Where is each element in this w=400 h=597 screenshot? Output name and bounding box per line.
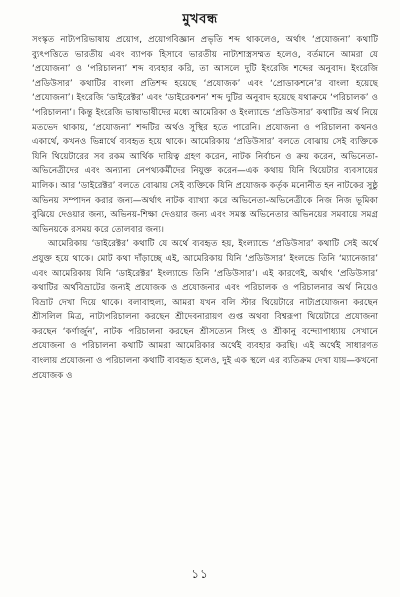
paragraph-1: সংস্কৃত নাট্যপরিভাষায় প্রয়োগ, প্রয়োগবিজ্ঞান প্রভৃতি শব্দ থাকলেও, অর্থাৎ ‘প্রযোজনা’ কথাটি ব্যুৎপত্তিতে ভারতীয় এবং ব্যাপক হিসাবে ভারতীয় নাট্যশাস্ত্রসম্মত হলেও, বর্তমানে আমরা যে ‘প্রযোজনা’ ও ‘পরিচালনা’ শব্দ ব্যবহার করি, তা আসলে দুটি ইংরেজি শব্দের অনুবাদ। ইংরেজি ‘প্রডিউসার’ কথাটির বাংলা প্রতিশব্দ হয়েছে ‘প্রযোজক’ এবং ‘প্রোডাকশনে’র বাংলা হয়েছে ‘প্রযোজনা’। ইংরেজি ‘ডাইরেক্টর’ এবং ‘ডাইরেকশন’ শব্দ দুটির অনুবাদ হয়েছে যথাক্রমে ‘পরিচালক’ ও ‘পরিচালনা’। কিন্তু ইংরেজি ভাষাভাষীদের মধ্যে আমেরিকা ও ইংল্যান্ডে ‘প্রডিউসার’ কথাটির অর্থ নিয়ে মতভেদ থাকায়, ‘প্রযোজনা’ শব্দটির অর্থও সুস্থির হতে পারেনি। প্রযোজনা ও পরিচালনা কথনও একার্থে, কখনও ভিন্নার্থে ব্যবহৃত হয়ে থাকে। আমেরিকায় ‘প্রডিউসার’ বলতে বোঝায় সেই ব্যক্তিকে যিনি থিয়েটারের সব রকম আর্থিক দায়িত্ব গ্রহণ করেন, নাটক নির্বাচন ও ক্রয় করেন, অভিনেতা-অভিনেত্রীদের এবং অন্যান্য নেপথ্যকর্মীদের নিযুক্ত করেন—এক কথায় যিনি থিয়েটার ব্যবসায়ের মালিক। আর ‘ডাইরেক্টর’ বলতে বোঝায় সেই ব্যক্তিকে যিনি প্রযোজক কর্তৃক মনোনীত হন নাটকের সুষ্ঠু অভিনয় সম্পাদন করার জন্য—অর্থাৎ নাটক ব্যাখ্যা করে অভিনেতা-অভিনেত্রীকে নিজ নিজ ভূমিকা বুঝিয়ে দেওয়ার জন্য, অভিনয়-শিক্ষা দেওয়ার জন্য এবং সমস্ত অভিনেতার অভিনয়ের সমবায়ে সমগ্র অভিনয়কে রসময় করে তোলবার জন্য। — [32, 35, 378, 235]
paragraph-2: আমেরিকায় ‘ডাইরেক্টর’ কথাটি যে অর্থে ব্যবহৃত হয়, ইংল্যান্ডে ‘প্রডিউসার’ কথাটি সেই অর্থে প্রযুক্ত হয়ে থাকে। মোট কথা দাঁড়াচ্ছে এই, আমেরিকায় যিনি ‘প্রডিউসার’ ইংলন্ডে তিনি ‘ম্যানেজার’ এবং আমেরিকায় যিনি ‘ডাইরেক্টর’ ইংল্যান্ডে তিনি ‘প্রডিউসার’। এই কারণেই, অর্থাৎ ‘প্রডিউসার’ কথাটির অর্থবিভ্রাটের জন্যই প্রযোজক ও প্রযোজনার এবং পরিচালক ও পরিচালনার অর্থ নিয়েও বিভ্রাট দেখা দিয়ে থাকে। বলাবাহুল্য, আমরা যখন বলি স্টার থিয়েটারে নাট্যপ্রযোজনা করছেন শ্রীসলিল মিত্র, নাট্যপরিচালনা করছেন শ্রীদেবনারায়ণ গুপ্ত অথবা বিশ্বরূপা থিয়েটারে প্রযোজনা করছেন ‘কর্ণার্জুন’, নাটক পরিচালনা করছেন শ্রীসত্যেন সিংহ ও শ্রীকানু বন্দ্যোপাধ্যায় সেখানে প্রযোজনা ও পরিচালনা কথাটি আমরা আমেরিকার অর্থেই ব্যবহার করছি। এই অর্থেই সাধারণত বাংলায় প্রযোজনা ও পরিচালনা কথাটি ব্যবহৃত হলেও, দুই এক স্থলে এর ব্যতিক্রম দেখা যায়—কখনো প্রযোজক ও — [32, 239, 378, 381]
page-number: ১১ — [191, 567, 209, 581]
body-text — [32, 33, 378, 383]
page-title: মুখবন্ধ — [182, 12, 218, 27]
